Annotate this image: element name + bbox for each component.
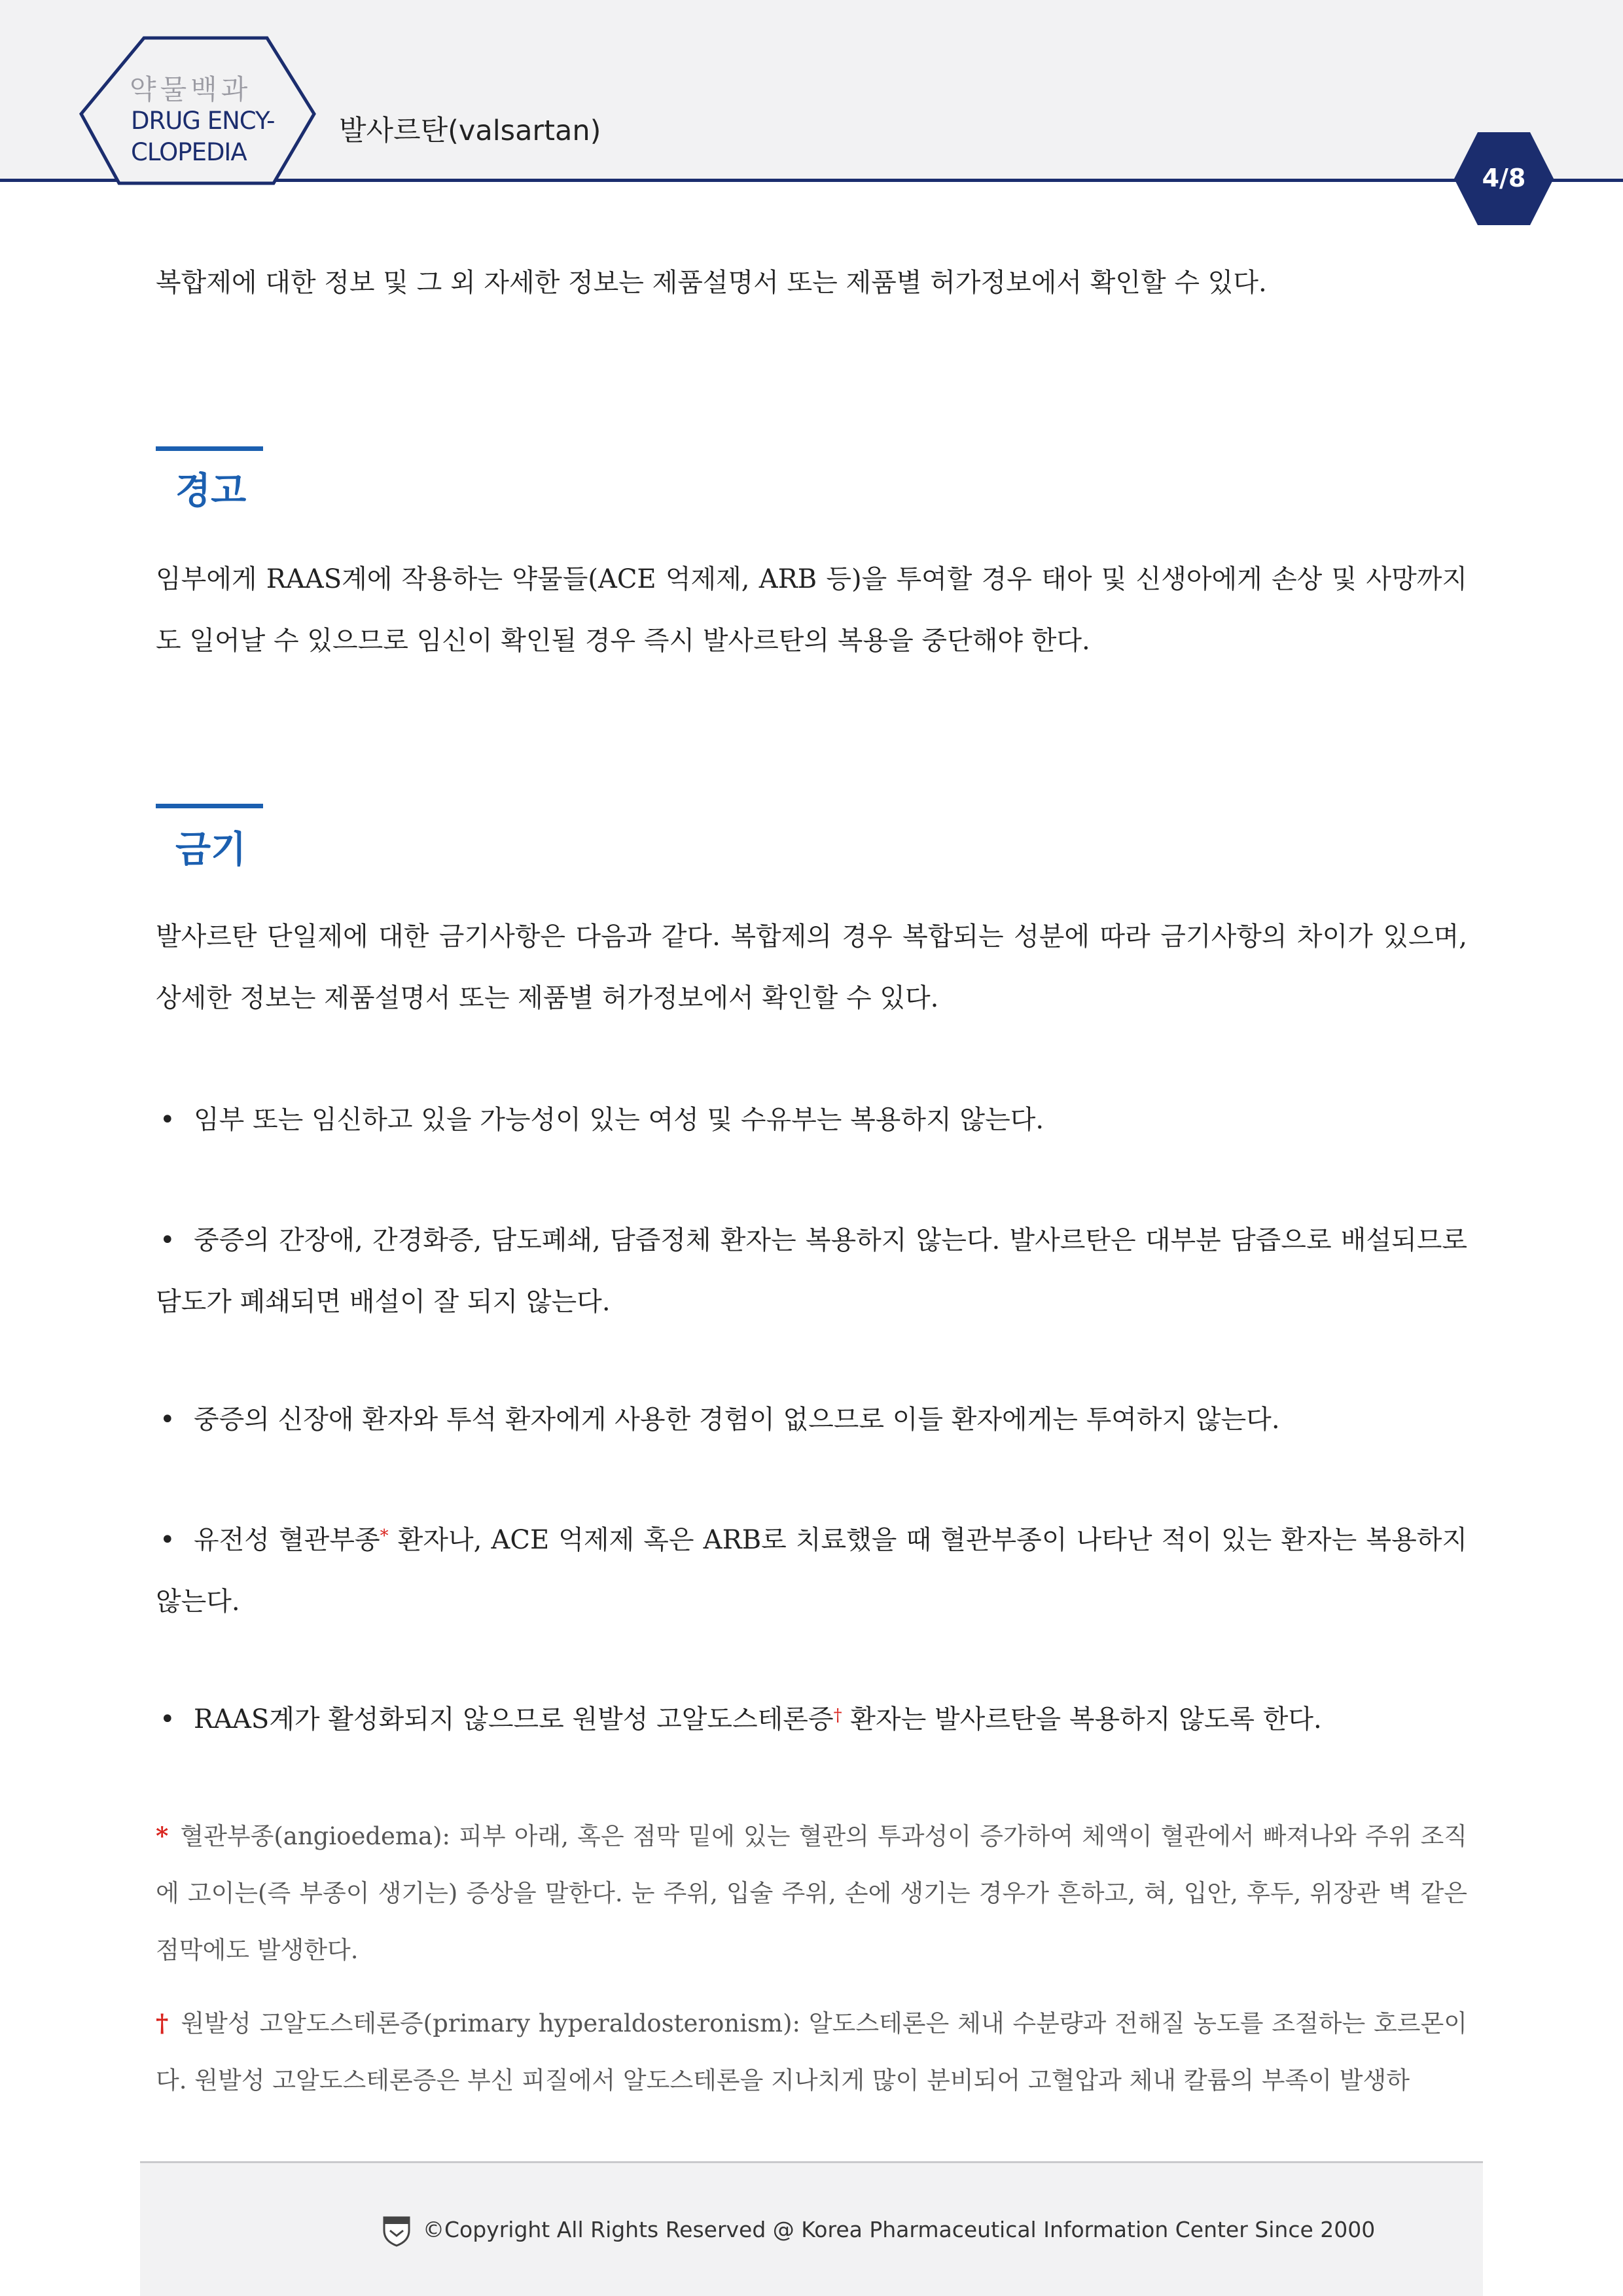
logo-english-line1: DRUG ENCY- — [131, 107, 275, 135]
bullet-icon: • — [160, 1105, 175, 1135]
contraindication-item — [156, 1509, 1467, 1632]
warning-section-rule — [156, 446, 263, 451]
bullet-icon: • — [160, 1405, 175, 1435]
footer-copyright: ©Copyright All Rights Reserved @ Korea Pharmaceutical Information Center Since 2000 — [423, 2217, 1376, 2242]
footnote-reference-asterisk: * — [380, 1526, 389, 1546]
footer-rule — [140, 2161, 1483, 2163]
contraindication-text: 유전성 혈관부종 — [194, 1525, 380, 1555]
contraindications-section-title: 금기 — [175, 829, 247, 871]
footnote-text: 혈관부종(angioedema): 피부 아래, 혹은 점막 밑에 있는 혈관의 투과성이 증가하여 체액이 혈관에서 빠져나와 주위 조직에 고이는(즉 부종이 생기는) 증상을 말한다. 눈 주위, 입술 주위, 손에 생기는 경우가 흔하고, 혀, 입안, 후두, 위장관 벽 같은 점막에도 발생한다. — [156, 1822, 1467, 1964]
contraindication-text: 임부 또는 임신하고 있을 가능성이 있는 여성 및 수유부는 복용하지 않는다. — [194, 1105, 1044, 1135]
contraindication-text-continued: 환자는 발사르탄을 복용하지 않도록 한다. — [842, 1704, 1322, 1734]
warning-paragraph: 임부에게 RAAS계에 작용하는 약물들(ACE 억제제, ARB 등)을 투여할 경우 태아 및 신생아에게 손상 및 사망까지도 일어날 수 있으므로 임신이 확인될 경우 즉시 발사르탄의 복용을 중단해야 한다. — [156, 564, 1467, 656]
page-number: 4/8 — [1482, 164, 1526, 192]
shield-emblem-icon — [382, 2215, 411, 2248]
contraindication-text: 중증의 신장애 환자와 투석 환자에게 사용한 경험이 없으므로 이들 환자에게는 투여하지 않는다. — [194, 1405, 1280, 1435]
contraindication-item — [156, 1210, 1467, 1333]
warning-section-title: 경고 — [175, 470, 247, 512]
footnote-reference-dagger: † — [833, 1706, 842, 1725]
document-title: 발사르탄(valsartan) — [339, 115, 601, 147]
footnote-text: 원발성 고알도스테론증(primary hyperaldosteronism): 알도스테론은 체내 수분량과 전해질 농도를 조절하는 호르몬이다. 원발성 고알도스테론증은 부신 피질에서 알도스테론을 지나치게 많이 분비되어 고혈압과 체내 칼륨의 부족이 발생하 — [156, 2009, 1467, 2094]
contraindication-text-continued: 환자나, ACE 억제제 혹은 ARB로 치료했을 때 혈관부종이 나타난 적이 있는 환자는 복용하지 않는다. — [156, 1525, 1467, 1617]
footnote-hyperaldosteronism — [156, 1995, 1467, 2109]
footnote-angioedema — [156, 1808, 1467, 1979]
footnote-mark-dagger: † — [156, 2009, 169, 2037]
intro-paragraph: 복합제에 대한 정보 및 그 외 자세한 정보는 제품설명서 또는 제품별 허가정보에서 확인할 수 있다. — [156, 268, 1267, 298]
contraindications-intro: 발사르탄 단일제에 대한 금기사항은 다음과 같다. 복합제의 경우 복합되는 성분에 따라 금기사항의 차이가 있으며, 상세한 정보는 제품설명서 또는 제품별 허가정보에서 확인할 수 있다. — [156, 922, 1467, 1013]
contraindication-text: RAAS계가 활성화되지 않으므로 원발성 고알도스테론증 — [194, 1704, 834, 1734]
contraindication-item — [156, 1389, 1467, 1450]
contraindication-item — [156, 1689, 1467, 1750]
contraindication-text: 중증의 간장애, 간경화증, 담도폐쇄, 담즙정체 환자는 복용하지 않는다. 발사르탄은 대부분 담즙으로 배설되므로 담도가 폐쇄되면 배설이 잘 되지 않는다. — [156, 1225, 1467, 1317]
contraindication-item — [156, 1089, 1467, 1151]
bullet-icon: • — [160, 1225, 175, 1255]
footnote-mark-asterisk: * — [156, 1821, 169, 1850]
logo-korean: 약물백과 — [130, 73, 252, 105]
bullet-icon: • — [160, 1704, 175, 1734]
logo-english-line2: CLOPEDIA — [131, 138, 247, 166]
bullet-icon: • — [160, 1525, 175, 1555]
contraindications-section-rule — [156, 804, 263, 808]
